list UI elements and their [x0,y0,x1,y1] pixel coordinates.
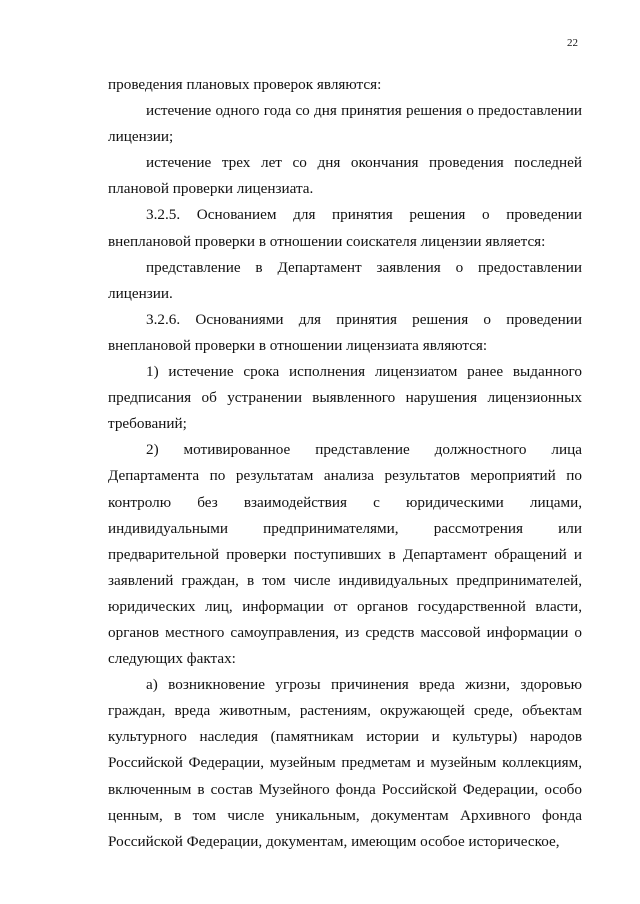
list-item-2: 2) мотивированное представление должностного лица Департамента по результатам анализа результатов мероприятий по контролю без взаимодействия с юридическими лицами, индивидуальными предпринимателями, рассмотрения или предварительной проверки поступивших в Департамент обращений и заявлений граждан, в том числе индивидуальных предпринимателей, юридических лиц, информации от органов государственной власти, органов местного самоуправления, из средств массовой информации о следующих фактах: [108,441,582,668]
paragraph-application: представление в Департамент заявления о предоставлении лицензии. [108,258,582,302]
list-item-1: 1) истечение срока исполнения лицензиатом ранее выданного предписания об устранении выявленного нарушения лицензионных требований; [108,363,582,433]
paragraph-3-2-6: 3.2.6. Основаниями для принятия решения о проведении внеплановой проверки в отношении лицензиата являются: [108,310,582,354]
paragraph-continuation: проведения плановых проверок являются: [108,76,382,93]
page-number: 22 [567,37,578,49]
paragraph-three-years: истечение трех лет со дня окончания проведения последней плановой проверки лицензиата. [108,154,582,198]
list-item-a: а) возникновение угрозы причинения вреда жизни, здоровью граждан, вреда животным, растениям, окружающей среде, объектам культурного наследия (памятникам истории и культуры) народов Российской Федерации, музейным предметам и музейным коллекциям, включенным в состав Музейного фонда Российской Федерации, особо ценным, в том числе уникальным, документам Архивного фонда Российской Федерации, документам, имеющим особое историческое, [108,676,582,850]
paragraph-3-2-5: 3.2.5. Основанием для принятия решения о проведении внеплановой проверки в отношении соискателя лицензии является: [108,206,582,250]
paragraph-license-year: истечение одного года со дня принятия решения о предоставлении лицензии; [108,102,582,146]
document-body [108,72,582,855]
